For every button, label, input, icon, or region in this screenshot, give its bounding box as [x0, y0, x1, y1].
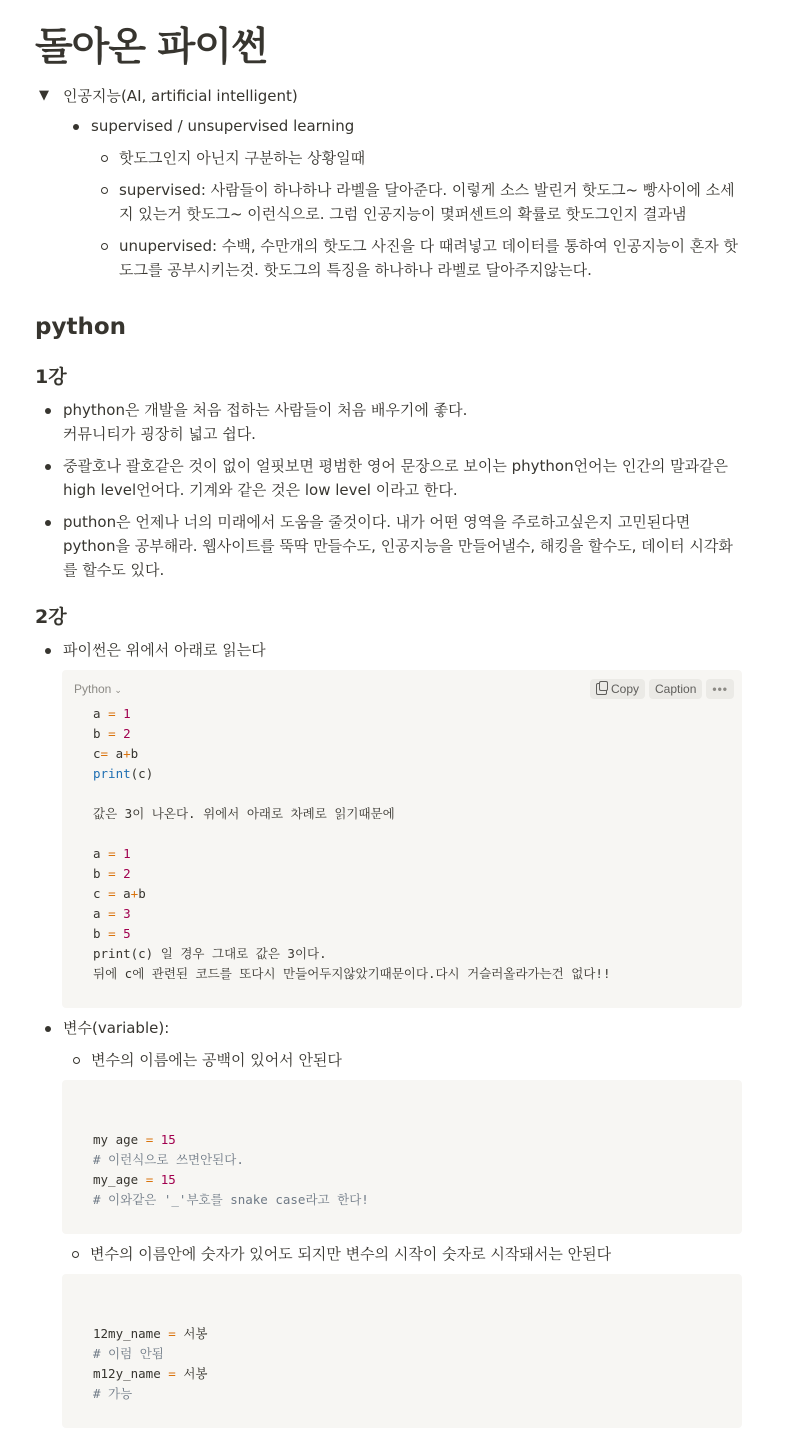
- copy-button[interactable]: [590, 679, 645, 699]
- code-comment: # 이럼 안됨: [93, 1346, 164, 1361]
- list-item-text: 변수(variable):: [63, 1019, 170, 1037]
- code-block-wrapper: [35, 1080, 742, 1234]
- page-title: 돌아온 파이썬: [35, 25, 268, 70]
- language-select[interactable]: [74, 679, 122, 700]
- list-item: [35, 510, 742, 582]
- code-block[interactable]: [62, 1080, 742, 1234]
- more-button[interactable]: [706, 679, 734, 699]
- code-line: a = 1 b = 2 c= a+b print(c): [93, 706, 154, 781]
- code-block[interactable]: [62, 1274, 742, 1428]
- heading-lecture-2: 2강: [35, 606, 67, 628]
- toggle-body: [35, 114, 742, 282]
- list-item: [91, 234, 742, 282]
- list-item: [63, 1048, 742, 1072]
- list-item-text: supervised: 사람들이 하나하나 라벨을 달아준다. 이렇게 소스 발린거 핫도그~ 빵사이에 소세지 있는거 핫도그~ 이런식으로. 그럼 인공지능이 몇퍼센트의 확률로 핫도그인지 결과냄: [119, 181, 735, 223]
- list-item-text: 변수의 이름안에 숫자가 있어도 되지만 변수의 시작이 숫자로 시작돼서는 안된다: [90, 1245, 612, 1263]
- code-line: my_age = 15: [93, 1172, 176, 1187]
- code-text-1: 값은 3이 나온다. 위에서 아래로 차례로 읽기때문에: [93, 806, 395, 821]
- code-comment: # 가능: [93, 1386, 133, 1401]
- list-item-text: unupervised: 수백, 수만개의 핫도그 사진을 다 때려넣고 데이터를 통하여 인공지능이 혼자 핫도그를 공부시키는것. 핫도그의 특징을 하나하나 라벨로 달아주지않는다.: [119, 237, 739, 279]
- code-comment: # 이와같은 '_'부호를 snake case라고 한다!: [93, 1192, 369, 1207]
- code-block[interactable]: [62, 670, 742, 1008]
- list-item: [35, 398, 742, 446]
- toggle-block[interactable]: [35, 86, 742, 106]
- code-line: 12my_name =: [93, 1326, 176, 1341]
- list-item-text: 커뮤니티가 굉장히 넓고 쉽다.: [63, 425, 256, 443]
- list-item-text: 핫도그인지 아닌지 구분하는 상황일때: [119, 149, 366, 167]
- code-block-wrapper: [35, 1274, 742, 1428]
- copy-icon: [596, 683, 607, 695]
- list-item: [62, 1242, 742, 1266]
- code-text-3: 뒤에 c에 관련된 코드를 또다시 만들어두지않았기때문이다.다시 거슬러올라가는건 없다!!: [93, 966, 611, 981]
- copy-label: Copy: [611, 682, 640, 696]
- caption-button[interactable]: [649, 679, 702, 699]
- ellipsis-icon: •••: [712, 682, 728, 696]
- list-item-text: puthon은 언제나 너의 미래에서 도움을 줄것이다. 내가 어떤 영역을 주로하고싶은지 고민된다면 python을 공부해라. 웹사이트를 뚝딱 만들수도, 인공지능을 만들어낼수, 해킹을 할수도, 데이터 시각화를 할수도 있다.: [63, 513, 733, 579]
- list-item-text: phython은 개발을 처음 접하는 사람들이 처음 배우기에 좋다.: [63, 401, 468, 419]
- code-text-2: print(c) 일 경우 그대로 값은 3이다.: [93, 946, 327, 961]
- list-item: [35, 1016, 742, 1072]
- code-comment: # 이런식으로 쓰면안된다.: [93, 1152, 244, 1167]
- code-line: m12y_name =: [93, 1366, 176, 1381]
- list-item: [91, 178, 742, 226]
- heading-lecture-1: 1강: [35, 366, 67, 388]
- toggle-label[interactable]: 인공지능(AI, artificial intelligent): [63, 87, 298, 105]
- list-item-text: supervised / unsupervised learning: [91, 117, 355, 135]
- list-item: [91, 146, 742, 170]
- section-heading: python: [35, 314, 127, 340]
- code-value: 서봉: [183, 1366, 208, 1381]
- code-line: my age = 15: [93, 1132, 176, 1147]
- list-item-text: 변수의 이름에는 공백이 있어서 안된다: [91, 1051, 342, 1069]
- language-label: Python: [74, 681, 112, 696]
- code-actions: [590, 679, 734, 699]
- code-value: 서봉: [183, 1326, 208, 1341]
- code-block-header: [74, 678, 734, 700]
- chevron-down-icon: ⌄: [114, 684, 122, 695]
- code-block-wrapper: [35, 670, 742, 1008]
- list-item: [63, 114, 742, 282]
- code-line: a = 1 b = 2 c = a+b a = 3 b = 5: [93, 846, 146, 941]
- list-item: [35, 454, 742, 502]
- list-item: [35, 638, 742, 662]
- list-item-text: 파이썬은 위에서 아래로 읽는다: [63, 641, 266, 659]
- triangle-down-icon[interactable]: ▼: [39, 88, 49, 103]
- list-item-text: 중괄호나 괄호같은 것이 없이 얼핏보면 평범한 영어 문장으로 보이는 phython언어는 인간의 말과같은 high level언어다. 기계와 같은 것은 low level 이라고 한다.: [63, 457, 729, 499]
- caption-label: Caption: [655, 682, 697, 696]
